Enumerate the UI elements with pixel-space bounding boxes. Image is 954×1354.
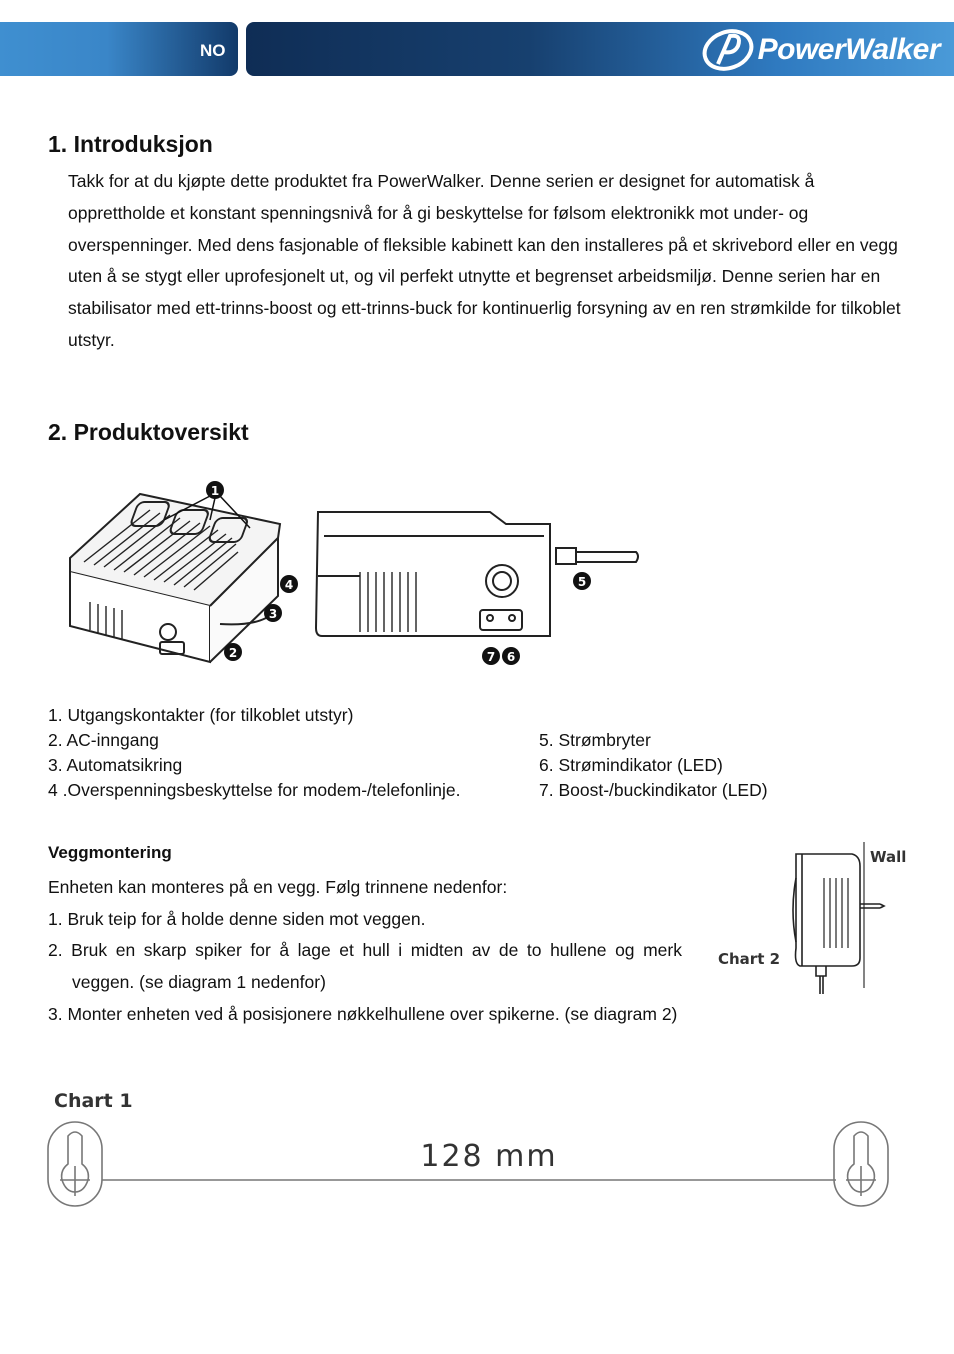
header-language-tab [0,22,238,76]
chart2-diagram [712,838,922,1000]
intro-body: Takk for at du kjøpte dette produktet fra PowerWalker. Denne serien er designet for automatisk å opprettholde et konstant spenningsnivå for å gi beskyttelse for følsom elektronikk mot under- og overspenninger. Med dens fasjonable of fleksible kabinett kan den installeres på et skrivebord eller en vegg uten å se stygt eller uprofesjonelt ut, og vil perfekt utnytte et begrenset arbeidsmiljø. Denne serien har en stabilisator med ett-trinns-boost og ett-trinns-buck for kontinuerlig forsyning av en ren strømkilde for tilkoblet utstyr. [68,171,901,350]
list-item: 6. Strømindikator (LED) [539,755,723,775]
list-item: 3. Automatsikring [48,755,183,775]
product-illustration [60,476,650,672]
wall-mount-instructions [48,872,682,1031]
component-list-left [48,703,460,803]
chart1-label: Chart 1 [54,1090,133,1112]
callout-5: 5 [577,575,587,589]
list-item: 5. Strømbryter [539,730,651,750]
component-list-right [539,728,768,803]
keyhole-left [48,1122,102,1206]
brand-name: PowerWalker [757,33,940,66]
powerwalker-logo-icon [700,28,758,72]
keyhole-right [834,1122,888,1206]
overview-heading: 2. Produktoversikt [48,419,249,445]
callout-6: 6 [506,650,516,664]
distance-label: 128 mm [420,1139,558,1174]
chart1-diagram [44,1118,894,1214]
list-item: 4 .Overspenningsbeskyttelse for modem-/telefonlinje. [48,780,461,800]
callout-7: 7 [486,650,496,664]
brand-logo [700,28,940,72]
language-code: NO [200,41,226,60]
header-banner [246,22,954,76]
list-item: 1. Bruk teip for å holde denne siden mot veggen. [48,908,426,929]
wall-label: Wall [870,848,907,866]
callout-1: 1 [210,484,220,498]
list-item: 2. Bruk en skarp spiker for å lage et hull i midten av de to hullene og merk veggen. (se diagram 1 nedenfor) [48,940,682,993]
list-item: 1. Utgangskontakter (for tilkoblet utstyr) [48,705,354,725]
intro-heading: 1. Introduksjon [48,131,213,157]
chart2-label: Chart 2 [718,950,781,968]
callout-3: 3 [268,607,278,621]
wall-mount-title: Veggmontering [48,843,172,862]
wall-mount-intro: Enheten kan monteres på en vegg. Følg trinnene nedenfor: [48,877,508,897]
list-item: 3. Monter enheten ved å posisjonere nøkkelhullene over spikerne. (se diagram 2) [48,1003,678,1024]
callout-4: 4 [284,578,294,592]
list-item: 7. Boost-/buckindikator (LED) [539,780,768,800]
callout-2: 2 [228,646,238,660]
list-item: 2. AC-inngang [48,730,159,750]
